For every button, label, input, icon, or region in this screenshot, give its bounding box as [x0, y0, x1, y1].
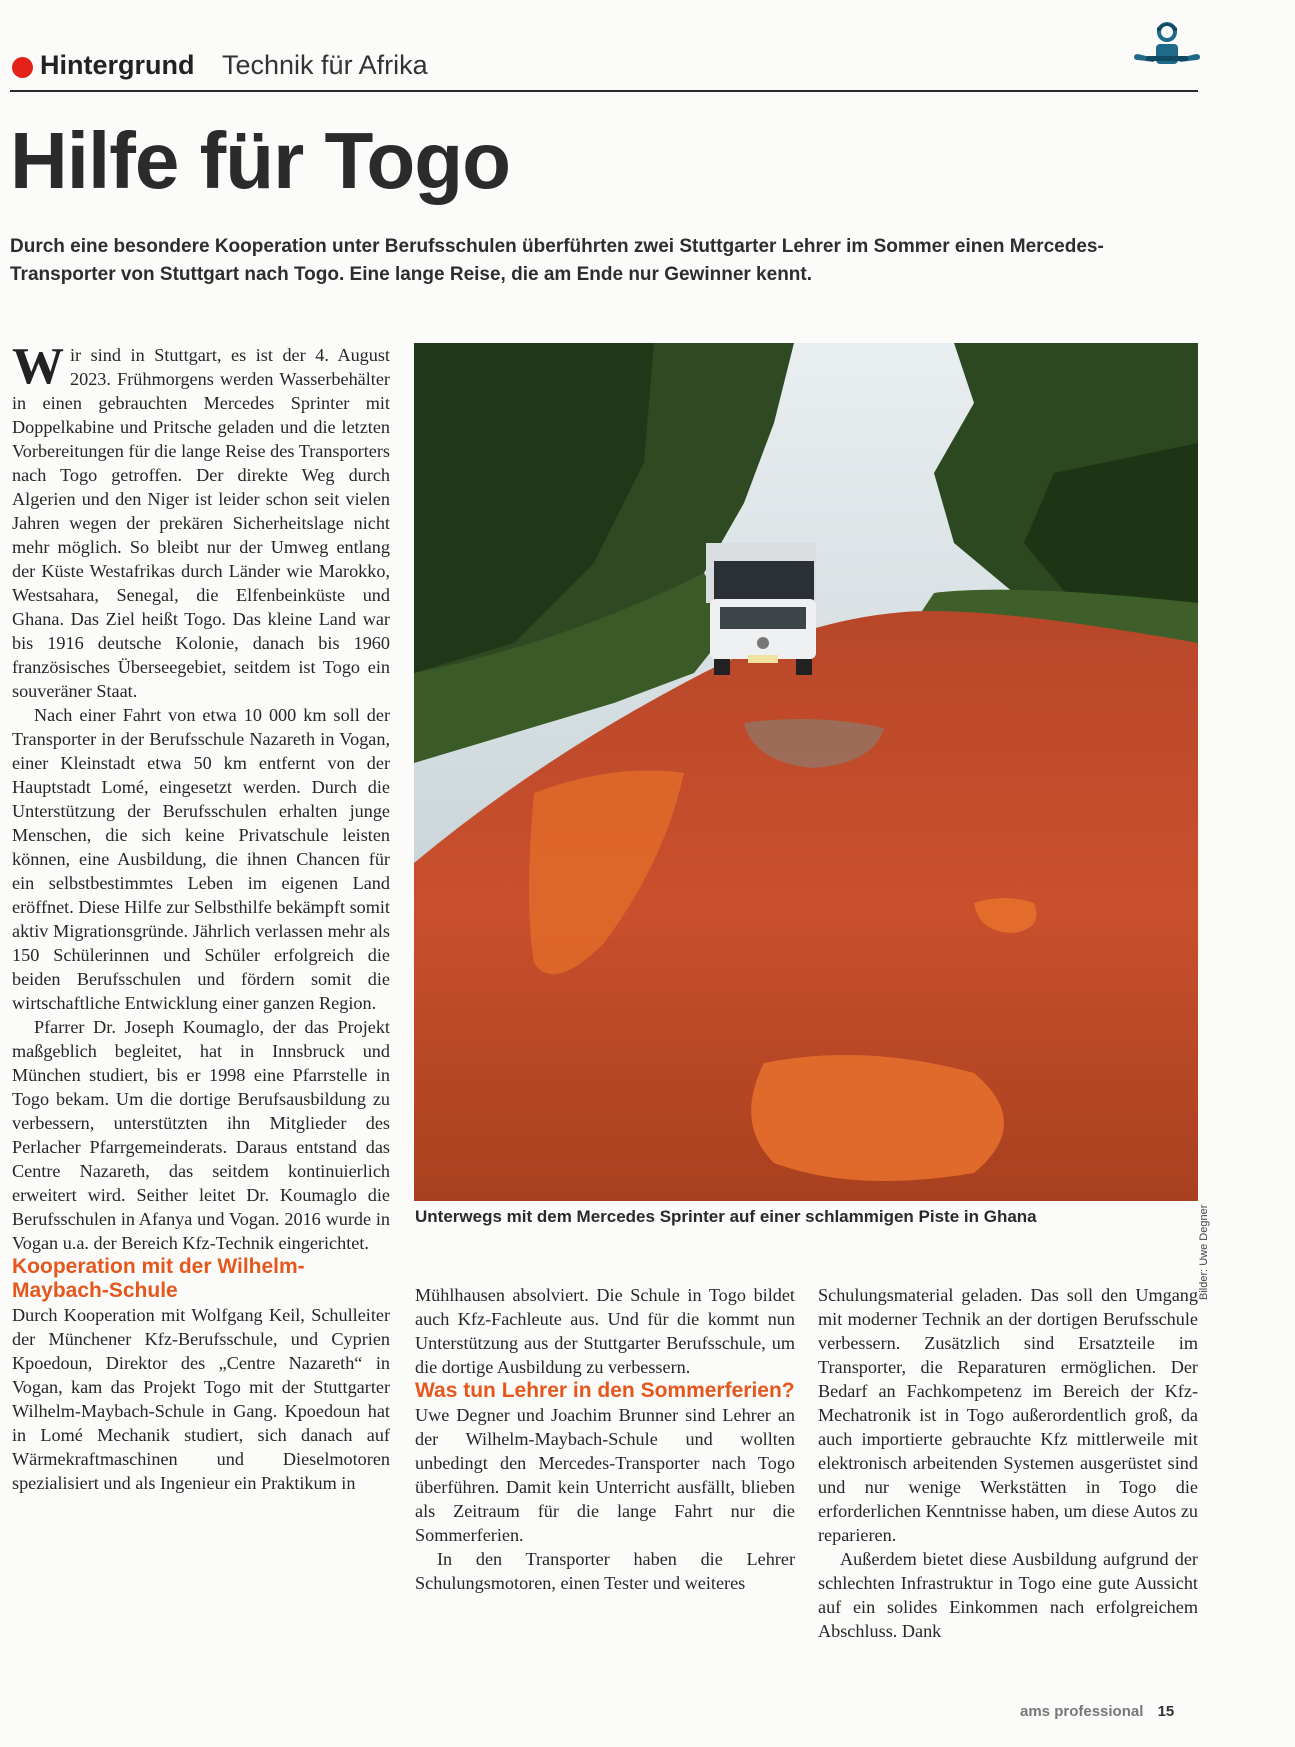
paragraph: Uwe Degner und Joachim Brunner sind Lehrer an der Wilhelm-Maybach-Schule und wollten unbedingt den Mercedes-Transporter nach Togo überführen. Damit kein Unterricht ausfällt, blieben als Zeitraum für die lange Fahrt nur die Sommerferien.: [415, 1405, 795, 1545]
section-title: Hintergrund: [40, 50, 195, 80]
headline: Hilfe für Togo: [10, 116, 510, 205]
article-column-2: [415, 1283, 795, 1595]
paragraph: Außerdem bietet diese Ausbildung aufgrund der schlechten Infrastruktur in Togo eine gute Aussicht auf ein solides Einkommen nach erfolgreichem Abschluss. Dank: [818, 1549, 1198, 1641]
subheading: Kooperation mit der Wilhelm-Maybach-Schule: [12, 1255, 305, 1302]
section-dot-icon: [12, 57, 33, 78]
paragraph: Nach einer Fahrt von etwa 10 000 km soll der Transporter in der Berufsschule Nazareth in Vogan, einer Kleinstadt etwa 50 km entfernt von der Hauptstadt Lomé, eingesetzt werden. Durch die Unterstützung der Berufsschulen erhalten junge Menschen, die sich keine Privatschule leisten können, eine Ausbildung, die ihnen Chancen für ein selbstbestimmtes Leben im eigenen Land eröffnet. Diese Hilfe zur Selbsthilfe bekämpft somit aktiv Migrationsgründe. Jährlich verlassen mehr als 150 Schülerinnen und Schüler erfolgreich die beiden Berufsschulen und fördern somit die wirtschaftliche Entwicklung einer ganzen Region.: [12, 705, 390, 1013]
section-header: [10, 48, 1198, 92]
magazine-brand: ams professional: [1020, 1703, 1144, 1720]
article-column-3: [818, 1283, 1198, 1643]
paragraph: In den Transporter haben die Lehrer Schulungsmotoren, einen Tester und weiteres: [415, 1549, 795, 1593]
header-rule: [10, 90, 1198, 92]
photo-caption: Unterwegs mit dem Mercedes Sprinter auf einer schlammigen Piste in Ghana: [415, 1207, 1037, 1226]
page-number: 15: [1157, 1703, 1175, 1720]
photo-muddy-road-with-van: [414, 343, 1198, 1201]
van: [706, 543, 816, 675]
subheading: Was tun Lehrer in den Sommerferien?: [415, 1379, 795, 1402]
paragraph: Mühlhausen absolviert. Die Schule in Togo bildet auch Kfz-Fachleute aus. Und für die kommt nun Unterstützung aus der Stuttgarter Berufsschule, um die dortige Ausbildung zu verbessern.: [415, 1285, 795, 1377]
mechanic-with-wrench-icon: [1132, 14, 1202, 84]
lead-paragraph: Durch eine besondere Kooperation unter Berufsschulen überführten zwei Stuttgarter Lehrer im Sommer einen Mercedes-Transporter von Stuttgart nach Togo. Eine lange Reise, die am Ende nur Gewinner kennt.: [10, 236, 1104, 285]
paragraph: Durch Kooperation mit Wolfgang Keil, Schulleiter der Münchener Kfz-Berufsschule, und Cyprien Kpoedoun, Direktor des „Centre Nazareth“ in Vogan, kam das Projekt Togo mit der Stuttgarter Wilhelm-Maybach-Schule in Gang. Kpoedoun hat in Lomé Mechanik studiert, sich danach auf Wärmekraftmaschinen und Dieselmotoren spezialisiert und als Ingenieur ein Praktikum in: [12, 1305, 390, 1493]
paragraph: Schulungsmaterial geladen. Das soll den Umgang mit moderner Technik an der dortigen Berufsschule verbessern. Zusätzlich sind Ersatzteile im Transporter, die Reparaturen ermöglichen. Der Bedarf an Fachkompetenz im Bereich der Kfz-Mechatronik ist in Togo außerordentlich groß, da auch importierte gebrauchte Kfz mittlerweile mit elektronisch arbeitenden Systemen ausgerüstet sind und nur wenige Werkstätten in Togo die erforderlichen Kenntnisse haben, um diese Autos zu reparieren.: [818, 1285, 1198, 1545]
article-photo: [414, 343, 1198, 1201]
article-column-1: [12, 338, 390, 1495]
dropcap: W: [12, 338, 64, 395]
photo-credit: Bilder: Uwe Degner: [1198, 1204, 1210, 1300]
paragraph: Pfarrer Dr. Joseph Koumaglo, der das Projekt maßgeblich begleitet, hat in Innsbruck und München studiert, bis er 1998 eine Pfarrstelle in Togo bekam. Um die dortige Berufsausbildung zu verbessern, unterstützten ihn Mitglieder des Perlacher Pfarrgemeinderats. Daraus entstand das Centre Nazareth, das seitdem kontinuierlich erweitert wird. Seither leitet Dr. Koumaglo die Berufsschulen in Afanya und Vogan. 2016 wurde in Vogan u.a. der Bereich Kfz-Technik eingerichtet.: [12, 1017, 390, 1253]
page-footer: [1020, 1703, 1174, 1720]
section-subtitle: Technik für Afrika: [222, 50, 428, 80]
paragraph: Wir sind in Stuttgart, es ist der 4. August 2023. Frühmorgens werden Wasserbehälter in einen gebrauchten Mercedes Sprinter mit Doppelkabine und Pritsche geladen und die letzten Vorbereitungen für die lange Reise des Transporters nach Togo getroffen. Der direkte Weg durch Algerien und den Niger ist leider schon seit vielen Jahren wegen der prekären Sicherheitslage nicht mehr möglich. So bleibt nur der Umweg entlang der Küste Westafrikas durch Länder wie Marokko, Westsahara, Senegal, die Elfenbeinküste und Ghana. Das Ziel heißt Togo. Das kleine Land war bis 1916 deutsche Kolonie, danach bis 1960 französisches Überseegebiet, seitdem ist Togo ein souveräner Staat.: [12, 338, 390, 701]
